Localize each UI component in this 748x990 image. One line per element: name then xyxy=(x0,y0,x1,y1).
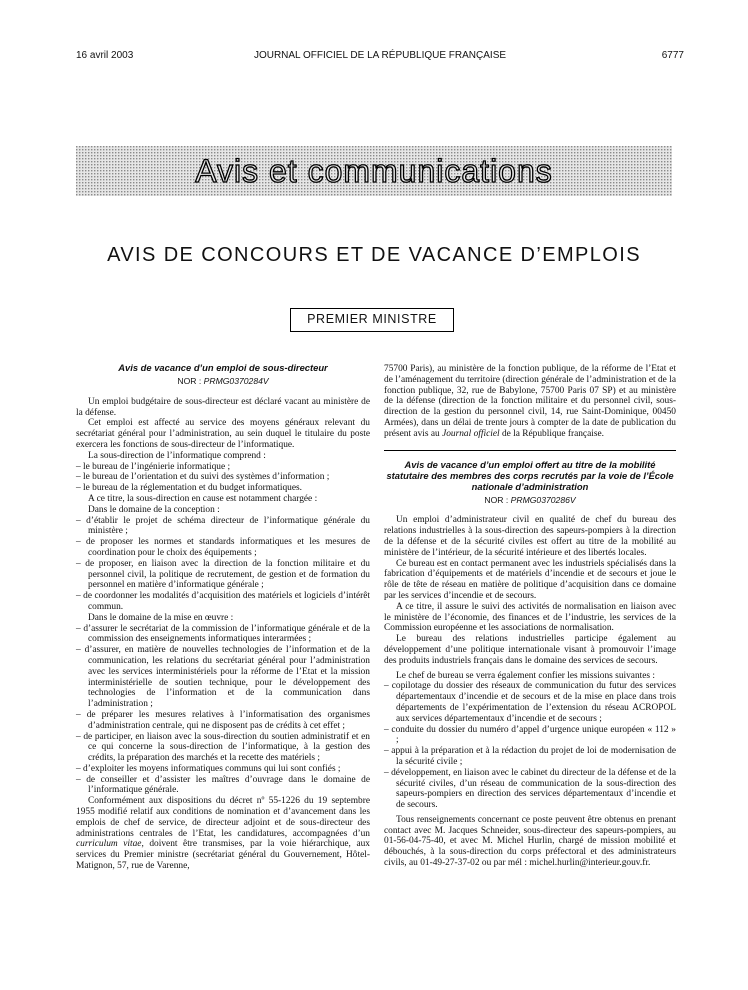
list-item: – copilotage du dossier des réseaux de communication du futur des services départementaux d’incendie et de secours et de la mise en place dans trois départements de l’expérimentation de l’extension du réseau ACROPOL aux services départementaux d’incendie et de secours ; xyxy=(384,681,676,724)
paragraph: Dans le domaine de la mise en œuvre : xyxy=(88,612,234,623)
paragraph: A ce titre, la sous-direction en cause est notamment chargée : xyxy=(88,493,318,504)
nor-label: NOR : xyxy=(484,494,509,505)
italic-text: Journal officiel xyxy=(442,428,500,439)
list-item: – d’assurer le secrétariat de la commission de l’informatique générale et de la commission des enseignements informatiques interarmées ; xyxy=(76,623,370,645)
text-run: Conformément aux dispositions du décret nº 55-1226 du 19 septembre 1955 modifié relatif aux conditions de nomination et d’avancement dans les emplois de chef de service, de directeur adjoint et de sous-directeur des administrations centrales de l’Etat, les candidatures, accompagnées d’un xyxy=(76,796,370,839)
list-item: – de proposer, en liaison avec la direction de la fonction militaire et du personnel civil, la politique de recrutement, de gestion et de formation du personnel en matière d’informatique générale ; xyxy=(76,558,370,591)
list-item: – d’exploiter les moyens informatiques communs qui lui sont confiés ; xyxy=(76,763,341,774)
notice-heading: Avis de vacance d’un emploi offert au titre de la mobilité statutaire des membres des corps recrutés par la voie de l’École nationale d’administration xyxy=(386,458,674,492)
paragraph: La sous-direction de l’informatique comprend : xyxy=(88,450,266,461)
ministry-box: PREMIER MINISTRE xyxy=(290,308,454,332)
paragraph: A ce titre, il assure le suivi des activités de normalisation en liaison avec le ministère de l’économie, des finances et de l’industrie, les services de la Commission européenne et les associations de normalisation. xyxy=(384,601,676,634)
list-item: – le bureau de l’ingénierie informatique ; xyxy=(76,461,231,472)
list-item: – de proposer les normes et standards informatiques et les mesures de coordination pour le choix des équipements ; xyxy=(76,537,370,558)
right-column xyxy=(384,364,676,869)
list-item: – d’établir le projet de schéma directeur de l’informatique générale du ministère ; xyxy=(76,515,370,537)
nor-label: NOR : xyxy=(177,376,202,386)
paragraph: Un emploi d’administrateur civil en qualité de chef du bureau des relations industrielles à la sous-direction des sapeurs-pompiers à la direction de la défense et de la sécurité civiles est offert au titre de la mobilité au ministère de l’intérieur, de la sécurité intérieure et des libertés locales. xyxy=(384,515,676,558)
nor-reference xyxy=(76,376,370,387)
running-header xyxy=(76,50,684,64)
header-page-number: 6777 xyxy=(661,50,684,61)
list-item: – d’assurer, en matière de nouvelles technologies de l’information et de la communication, les relations du secrétariat général pour l’administration avec les services interministériels pour la réforme de l’Etat et la mission interministérielle de soutien technique, pour le développement des technologies de l’information et de la communication dans l’administration ; xyxy=(76,645,370,710)
paragraph: Un emploi budgétaire de sous-directeur est déclaré vacant au ministère de la défense. xyxy=(76,396,370,418)
header-journal-title: JOURNAL OFFICIEL DE LA RÉPUBLIQUE FRANÇAISE xyxy=(253,50,507,61)
nor-code: PRMG0370284V xyxy=(203,376,269,386)
nor-code: PRMG0370286V xyxy=(510,494,576,505)
paragraph: Cet emploi est affecté au service des moyens généraux relevant du secrétariat général pour l’administration, au sein duquel le titulaire du poste exercera les fonctions de sous-directeur de l’informatique. xyxy=(76,418,370,450)
paragraph: Le chef de bureau se verra également confier les missions suivantes : xyxy=(396,670,656,681)
list-item: – de coordonner les modalités d’acquisition des matériels et logiciels d’intérêt commun. xyxy=(76,591,370,612)
banner-text: Avis et communications xyxy=(195,153,553,189)
paragraph xyxy=(384,364,676,440)
list-item: – développement, en liaison avec le cabinet du directeur de la défense et de la sécurité civiles, d’un réseau de communication de la sous-direction des sapeurs-pompiers en direction des services départementaux d’incendie et de secours. xyxy=(384,767,676,811)
paragraph: Le bureau des relations industrielles participe également au développement d’une politique internationale visant à promouvoir l’image des produits industriels français dans le domaine des services de secours. xyxy=(384,634,676,666)
paragraph: Ce bureau est en contact permanent avec les industriels spécialisés dans la fabrication d’équipements et de matériels d’incendie et de secours et joue le rôle de tête de réseau en matière de politique d’acquisition dans ce domaine par les services d’incendie et de secours. xyxy=(384,558,676,601)
notice-heading: Avis de vacance d’un emploi de sous-directeur xyxy=(118,362,328,373)
list-item: – de participer, en liaison avec la sous-direction du soutien administratif et en ce qui concerne la sous-direction de l’informatique, à la gestion des crédits, la préparation des marchés et la recette des matériels ; xyxy=(76,731,370,764)
header-date: 16 avril 2003 xyxy=(76,50,134,61)
section-divider xyxy=(384,450,676,451)
list-item: – conduite du dossier du numéro d’appel d’urgence unique européen « 112 » ; xyxy=(384,724,676,746)
paragraph xyxy=(76,796,370,872)
left-column xyxy=(76,362,370,872)
text-run: de la République française. xyxy=(499,428,604,439)
paragraph: Dans le domaine de la conception : xyxy=(88,504,220,515)
list-item: – le bureau de la réglementation et du budget informatiques. xyxy=(76,483,302,494)
section-title: AVIS DE CONCOURS ET DE VACANCE D’EMPLOIS xyxy=(107,244,641,266)
list-item: – de préparer les mesures relatives à l’informatisation des organismes d’administration centrale, qui ne disposent pas de crédits à cet effet ; xyxy=(76,709,370,731)
text-run: 75700 Paris), au ministère de la fonction publique, de la réforme de l’Etat et de l’aménagement du territoire (direction générale de l’administration et de la fonction publique, 32, rue de Babylone, 75700 Paris 07 SP) et au ministère de la défense (direction de la fonction militaire et du personnel civil, sous-direction de la gestion du personnel civil, 14, rue Saint-Dominique, 00450 Armées), dans un délai de trente jours à compter de la date de publication du présent avis au xyxy=(384,364,676,439)
italic-text: curriculum vitae xyxy=(76,839,142,850)
list-item: – le bureau de l’orientation et du suivi des systèmes d’information ; xyxy=(76,472,330,483)
section-banner xyxy=(76,146,672,196)
list-item: – appui à la préparation et à la rédaction du projet de loi de modernisation de la sécurité civile ; xyxy=(384,746,676,767)
list-item: – de conseiller et d’assister les maîtres d’ouvrage dans le domaine de l’informatique générale. xyxy=(76,774,370,796)
nor-reference xyxy=(384,495,676,506)
paragraph: Tous renseignements concernant ce poste peuvent être obtenus en prenant contact avec M. Jacques Schneider, sous-directeur des sapeurs-pompiers, au 01-56-04-75-40, et avec M. Michel Hurlin, chargé de mission mobilité et débouchés, à la sous-direction du corps préfectoral et des administrateurs civils, au 01-49-27-37-02 ou par mél : michel.hurlin@interieur.gouv.fr. xyxy=(384,814,676,869)
text-run: , doivent être transmises, par la voie hiérarchique, aux services du Premier ministre (secrétariat général du Gouvernement, Hôtel-Matignon, 57, rue de Varenne, xyxy=(76,839,370,872)
